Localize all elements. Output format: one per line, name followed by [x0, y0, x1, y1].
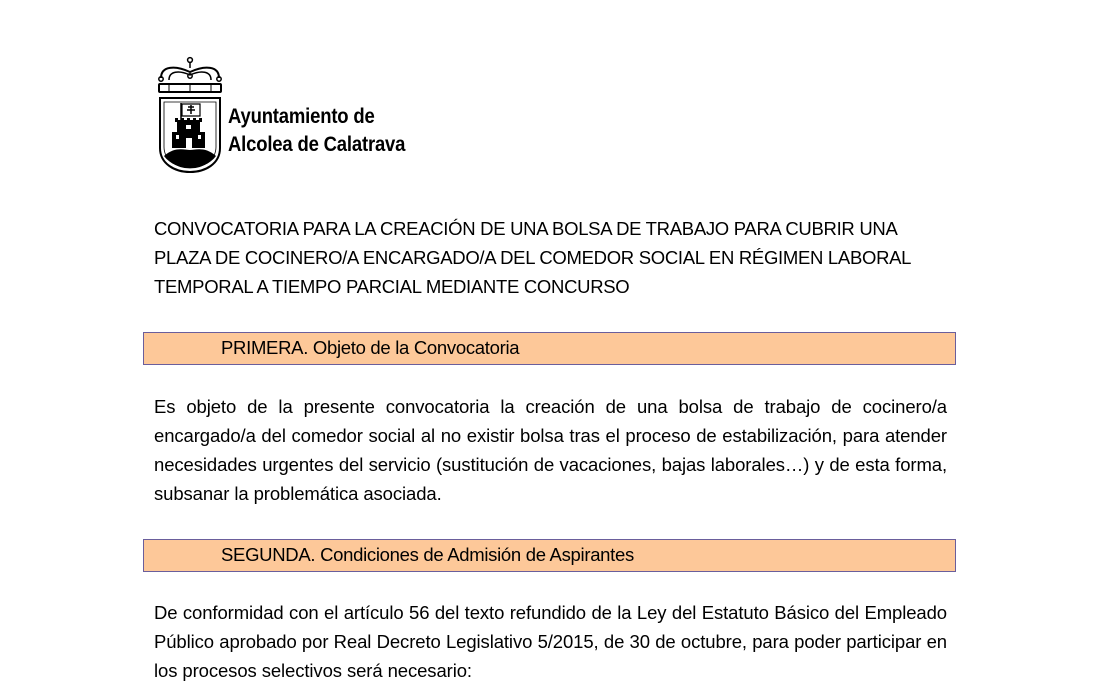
organization-name-line-2: Alcolea de Calatrava — [228, 133, 406, 156]
section-paragraph-segunda: De conformidad con el artículo 56 del texto refundido de la Ley del Estatuto Básico del Empleado Público aprobado por Real Decreto Legislativo 5/2015, de 30 de octubre, para poder participar en los procesos selectivos será necesario: — [154, 602, 947, 681]
section-heading-segunda — [143, 539, 956, 572]
section-heading-label: PRIMERA. Objeto de la Convocatoria — [221, 337, 520, 358]
section-heading-label: SEGUNDA. Condiciones de Admisión de Aspirantes — [221, 544, 634, 565]
organization-name-line-1: Ayuntamiento de — [228, 105, 375, 128]
section-paragraph-primera: Es objeto de la presente convocatoria la creación de una bolsa de trabajo de cocinero/a encargado/a del comedor social al no existir bolsa tras el proceso de estabilización, para atender necesidades urgentes del servicio (sustitución de vacaciones, bajas laborales…) y de esta forma, subsanar la problemática asociada. — [154, 396, 947, 504]
section-heading-primera — [143, 332, 956, 365]
organization-name — [228, 103, 405, 159]
document-title: CONVOCATORIA PARA LA CREACIÓN DE UNA BOLSA DE TRABAJO PARA CUBRIR UNA PLAZA DE COCINERO/A ENCARGADO/A DEL COMEDOR SOCIAL EN RÉGIMEN LABORAL TEMPORAL A TIEMPO PARCIAL MEDIANTE CONCURSO — [154, 218, 911, 297]
municipal-crest-icon — [155, 56, 225, 174]
